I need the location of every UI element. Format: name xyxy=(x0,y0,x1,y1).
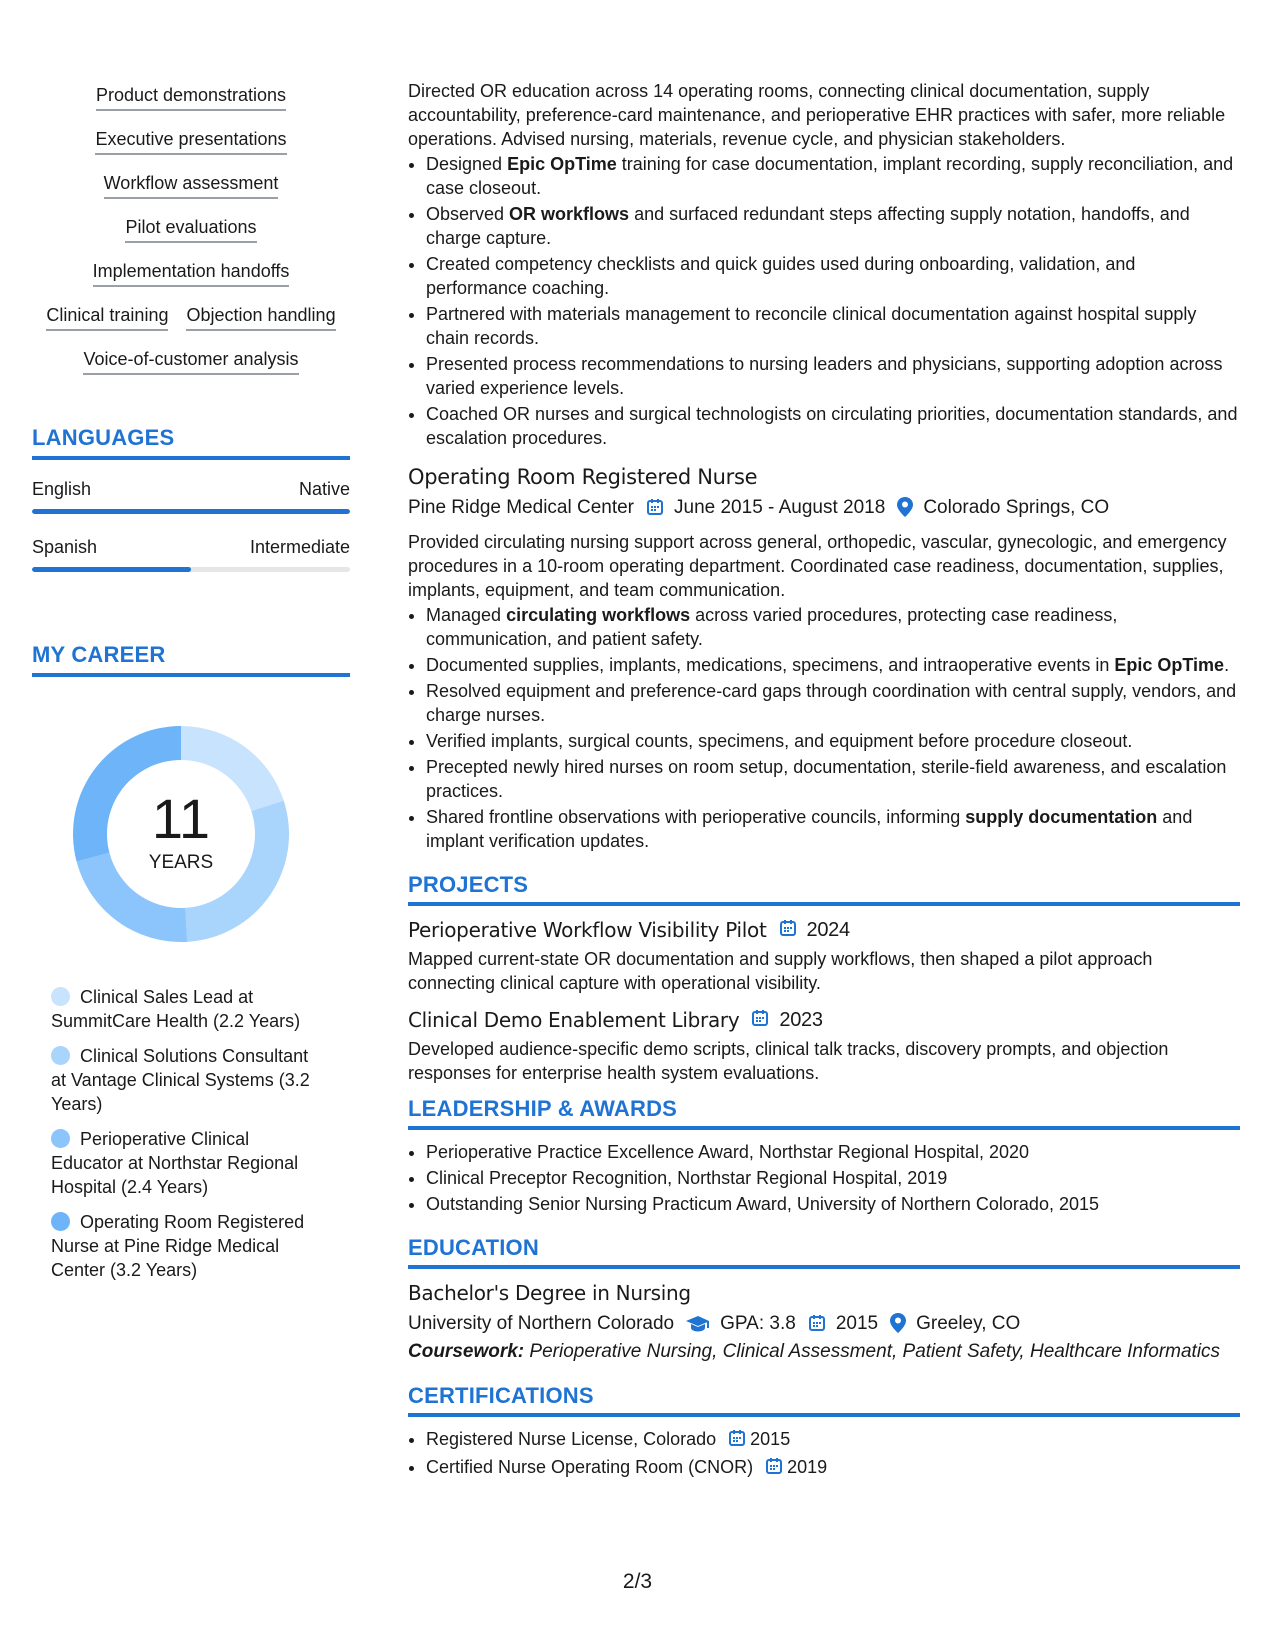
calendar-icon xyxy=(779,916,797,944)
legend-dot xyxy=(51,1046,70,1065)
skill-tag: Objection handling xyxy=(186,304,335,331)
career-legend xyxy=(32,985,317,1282)
skill-tag: Pilot evaluations xyxy=(125,216,256,243)
job-bullets-previous xyxy=(408,152,1240,450)
bullet-bold: Epic OpTime xyxy=(507,154,617,174)
job-dates: June 2015 - August 2018 xyxy=(674,497,886,518)
coursework-list: Perioperative Nursing, Clinical Assessment, Patient Safety, Healthcare Informatics xyxy=(524,1341,1221,1362)
bullet-text: Shared frontline observations with perioperative councils, informing xyxy=(426,807,966,827)
award-item: • Outstanding Senior Nursing Practicum Award, University of Northern Colorado, 2015 xyxy=(426,1192,1240,1216)
certification-name: Certified Nurse Operating Room (CNOR) xyxy=(426,1457,754,1477)
graduation-year: 2015 xyxy=(835,1313,879,1334)
legend-label: Perioperative Clinical Educator at Northstar Regional Hospital (2.4 Years) xyxy=(51,1129,299,1197)
degree: Bachelor's Degree in Nursing xyxy=(408,1281,691,1305)
bullet-text: Managed xyxy=(426,605,507,625)
graduation-cap-icon xyxy=(686,1310,710,1338)
page-number: 2/3 xyxy=(622,1570,653,1593)
certifications-list xyxy=(408,1427,1240,1481)
calendar-icon xyxy=(728,1429,746,1453)
bullet-text: Precepted newly hired nurses on room setup, documentation, sterile-field awareness, and escalation practices. xyxy=(426,757,1227,801)
skills-list xyxy=(32,84,350,375)
career-heading: MY CAREER xyxy=(32,642,350,677)
job-location: Colorado Springs, CO xyxy=(923,497,1110,518)
skills-row xyxy=(32,304,350,331)
bullet-text: Designed xyxy=(426,154,508,174)
bullet-item xyxy=(426,603,1240,651)
language-name: Spanish xyxy=(32,537,98,557)
job-bullets xyxy=(408,603,1240,853)
awards-list xyxy=(408,1140,1240,1216)
career-legend-item xyxy=(51,1210,317,1282)
projects-list xyxy=(408,916,1240,1085)
bullet-item xyxy=(426,679,1240,727)
bullet-item xyxy=(426,202,1240,250)
language-level: Intermediate xyxy=(249,537,350,557)
projects-section xyxy=(408,873,1240,1085)
bullet-item xyxy=(426,152,1240,200)
project-name: Clinical Demo Enablement Library xyxy=(408,1008,740,1032)
legend-label: Clinical Solutions Consultant at Vantage Clinical Systems (3.2 Years) xyxy=(51,1046,310,1114)
skill-tag: Executive presentations xyxy=(95,128,286,155)
legend-dot xyxy=(51,987,70,1006)
skill-tag: Workflow assessment xyxy=(104,172,279,199)
calendar-icon xyxy=(751,1006,769,1034)
job-title: Operating Room Registered Nurse xyxy=(408,465,758,489)
location-pin-icon xyxy=(897,494,913,522)
employer: Pine Ridge Medical Center xyxy=(408,497,635,518)
skills-row xyxy=(32,172,350,199)
language-name: English xyxy=(32,479,92,499)
career-legend-item xyxy=(51,985,317,1033)
calendar-icon xyxy=(646,494,664,522)
skills-row xyxy=(32,216,350,243)
education-section xyxy=(408,1236,1240,1364)
certification-name: Registered Nurse License, Colorado xyxy=(426,1429,717,1449)
project-description: Mapped current-state OR documentation and supply workflows, then shaped a pilot approach connecting clinical capture with operational visibility. xyxy=(408,949,1153,993)
language-level-bar xyxy=(32,567,350,572)
bullet-text-end: across varied procedures, protecting case readiness, communication, and patient safety. xyxy=(426,605,1118,649)
skills-row xyxy=(32,260,350,287)
bullet-item xyxy=(426,302,1240,350)
coursework xyxy=(408,1340,1240,1364)
bullet-bold: OR workflows xyxy=(509,204,630,224)
bullet-text: Coached OR nurses and surgical technologists on circulating priorities, documentation standards, and escalation procedures. xyxy=(426,404,1238,448)
awards-section xyxy=(408,1097,1240,1216)
bullet-item xyxy=(426,252,1240,300)
calendar-icon xyxy=(808,1310,826,1338)
coursework-label: Coursework: xyxy=(408,1341,525,1362)
bullet-item xyxy=(426,729,1240,753)
certification-item xyxy=(426,1427,1240,1453)
project-year: 2023 xyxy=(779,1009,823,1031)
education-meta xyxy=(408,1310,1240,1338)
career-total-years: 11 xyxy=(151,787,211,850)
skills-row xyxy=(32,84,350,111)
job-meta xyxy=(408,494,1240,522)
certifications-section xyxy=(408,1384,1240,1481)
skill-tag: Implementation handoffs xyxy=(93,260,290,287)
school: University of Northern Colorado xyxy=(408,1313,675,1334)
language-item xyxy=(32,478,350,514)
language-row xyxy=(32,536,350,558)
language-level-fill xyxy=(32,567,191,572)
language-item xyxy=(32,536,350,572)
bullet-text: Observed xyxy=(426,204,510,224)
skill-tag: Product demonstrations xyxy=(96,84,286,111)
school-location: Greeley, CO xyxy=(916,1313,1021,1334)
certification-year: 2015 xyxy=(750,1429,791,1449)
bullet-bold: circulating workflows xyxy=(506,605,691,625)
bullet-text: Presented process recommendations to nursing leaders and physicians, supporting adoption across varied experience levels. xyxy=(426,354,1223,398)
left-column xyxy=(32,84,350,1293)
projects-heading: PROJECTS xyxy=(408,873,1240,906)
bullet-text: Partnered with materials management to reconcile clinical documentation against hospital supply chain records. xyxy=(426,304,1197,348)
bullet-bold: Epic OpTime xyxy=(1114,655,1225,675)
bullet-bold: supply documentation xyxy=(965,807,1158,827)
calendar-icon xyxy=(765,1457,783,1481)
legend-label: Clinical Sales Lead at SummitCare Health (2.2 Years) xyxy=(51,987,301,1031)
language-level-bar xyxy=(32,509,350,514)
project-name: Perioperative Workflow Visibility Pilot xyxy=(408,918,767,942)
project-title-row xyxy=(408,1006,1240,1034)
bullet-item xyxy=(426,402,1240,450)
bullet-item xyxy=(426,653,1240,677)
right-column xyxy=(408,79,1240,1483)
legend-label: Operating Room Registered Nurse at Pine Ridge Medical Center (3.2 Years) xyxy=(51,1212,305,1280)
bullet-text-end: and surfaced redundant steps affecting supply notation, handoffs, and charge capture. xyxy=(426,204,1190,248)
languages-heading: LANGUAGES xyxy=(32,425,350,460)
language-row xyxy=(32,478,350,500)
language-level: Native xyxy=(298,479,350,499)
bullet-text: Created competency checklists and quick guides used during onboarding, validation, and performance coaching. xyxy=(426,254,1136,298)
project-year: 2024 xyxy=(806,919,850,941)
certifications-heading: CERTIFICATIONS xyxy=(408,1384,1240,1417)
legend-dot xyxy=(51,1212,70,1231)
award-item: • Clinical Preceptor Recognition, Northstar Regional Hospital, 2019 xyxy=(426,1166,1240,1190)
language-level-fill xyxy=(32,509,350,514)
skill-tag: Clinical training xyxy=(46,304,168,331)
job-summary: Provided circulating nursing support across general, orthopedic, vascular, gynecologic, and emergency procedures in a 10-room operating department. Coordinated case readiness, documentation, supplies, implants, equipment, and team communication. xyxy=(408,532,1227,600)
project-title-row xyxy=(408,916,1240,944)
certification-year: 2019 xyxy=(787,1457,828,1477)
bullet-item xyxy=(426,805,1240,853)
legend-dot xyxy=(51,1129,70,1148)
career-legend-item xyxy=(51,1044,317,1116)
gpa: GPA: 3.8 xyxy=(720,1313,796,1334)
bullet-text: Resolved equipment and preference-card gaps through coordination with central supply, vendors, and charge nurses. xyxy=(426,681,1237,725)
bullet-text-end: training for case documentation, implant recording, supply reconciliation, and case closeout. xyxy=(426,154,1234,198)
career-section xyxy=(32,642,350,1282)
bullet-item xyxy=(426,352,1240,400)
skills-row xyxy=(32,128,350,155)
award-item: • Perioperative Practice Excellence Award, Northstar Regional Hospital, 2020 xyxy=(426,1140,1240,1164)
bullet-text: Documented supplies, implants, medications, specimens, and intraoperative events in xyxy=(426,655,1115,675)
project-description: Developed audience-specific demo scripts, clinical talk tracks, discovery prompts, and objection responses for enterprise health system evaluations. xyxy=(408,1039,1169,1083)
bullet-text-end: . xyxy=(1224,655,1230,675)
certification-item xyxy=(426,1455,1240,1481)
career-years-unit: YEARS xyxy=(148,852,214,873)
career-donut-chart xyxy=(66,719,296,949)
bullet-text-end: and implant verification updates. xyxy=(426,807,1193,851)
job-summary-previous: Directed OR education across 14 operating rooms, connecting clinical documentation, supply accountability, preference-card maintenance, and perioperative EHR practices with safer, more reliable operations. Advised nursing, materials, revenue cycle, and physician stakeholders. xyxy=(408,81,1226,149)
education-heading: EDUCATION xyxy=(408,1236,1240,1269)
skill-tag: Voice-of-customer analysis xyxy=(83,348,298,375)
bullet-text: Verified implants, surgical counts, specimens, and equipment before procedure closeout. xyxy=(426,731,1133,751)
career-legend-item xyxy=(51,1127,317,1199)
skills-row xyxy=(32,348,350,375)
languages-section xyxy=(32,425,350,572)
location-pin-icon xyxy=(890,1310,906,1338)
awards-heading: LEADERSHIP & AWARDS xyxy=(408,1097,1240,1130)
bullet-item xyxy=(426,755,1240,803)
